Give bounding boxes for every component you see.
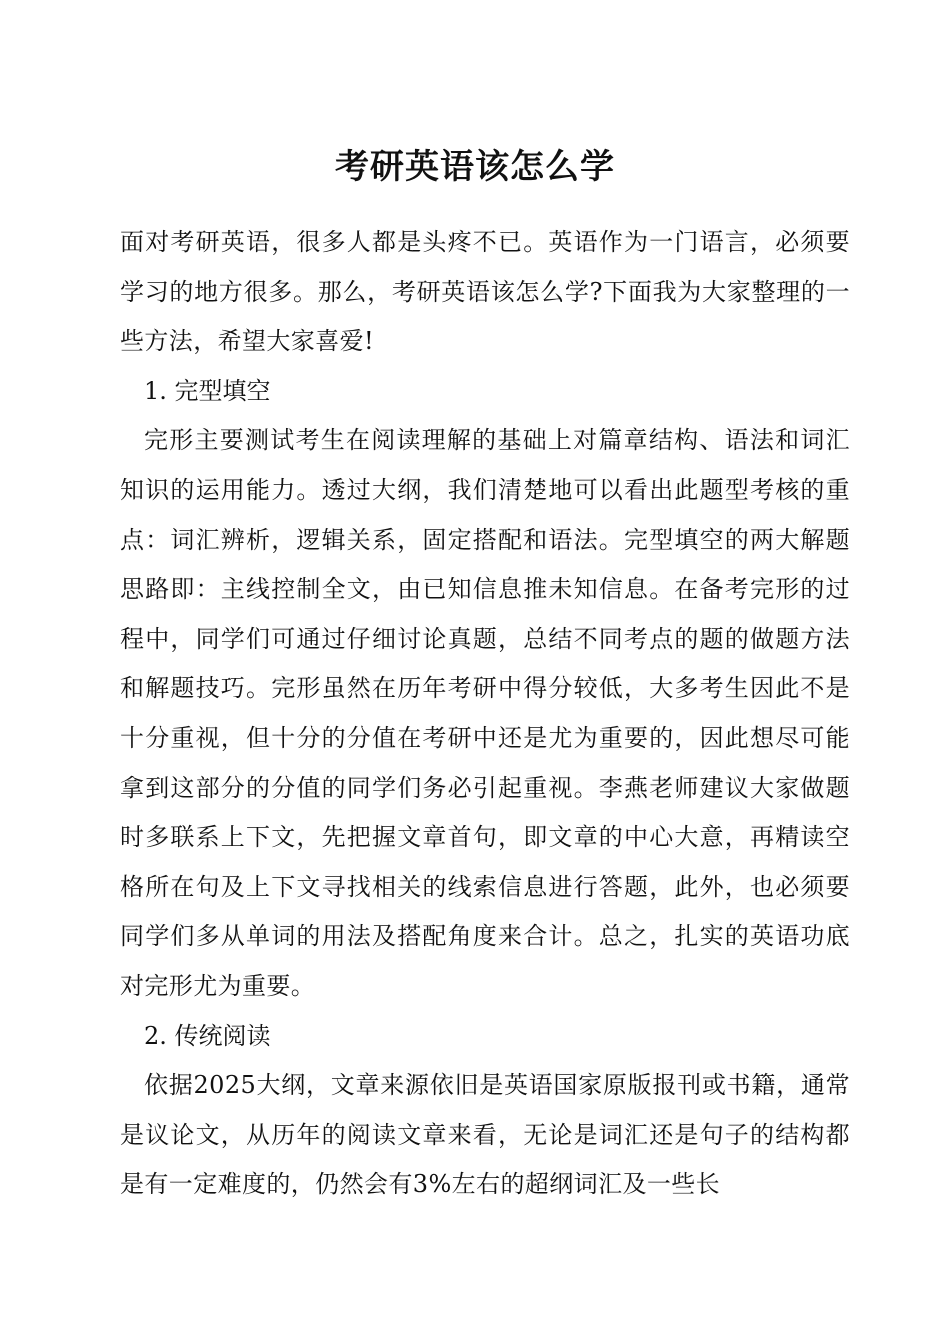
intro-paragraph: 面对考研英语，很多人都是头疼不已。英语作为一门语言，必须要学习的地方很多。那么，考研英语该怎么学?下面我为大家整理的一些方法，希望大家喜爱! [120,228,850,356]
document-title: 考研英语该怎么学 [335,147,615,187]
document-body [120,218,850,1210]
section-body-cloze: 完形主要测试考生在阅读理解的基础上对篇章结构、语法和词汇知识的运用能力。透过大纲，我们清楚地可以看出此题型考核的重点：词汇辨析，逻辑关系，固定搭配和语法。完型填空的两大解题思路即：主线控制全文，由已知信息推未知信息。在备考完形的过程中，同学们可通过仔细讨论真题，总结不同考点的题的做题方法和解题技巧。完形虽然在历年考研中得分较低，大多考生因此不是十分重视，但十分的分值在考研中还是尤为重要的，因此想尽可能拿到这部分的分值的同学们务必引起重视。李燕老师建议大家做题时多联系上下文，先把握文章首句，即文章的中心大意，再精读空格所在句及上下文寻找相关的线索信息进行答题，此外，也必须要同学们多从单词的用法及搭配角度来合计。总之，扎实的英语功底对完形尤为重要。 [120,426,850,1000]
section-body-reading: 依据2025大纲，文章来源依旧是英语国家原版报刊或书籍，通常是议论文，从历年的阅读文章来看，无论是词汇还是句子的结构都是有一定难度的，仍然会有3%左右的超纲词汇及一些长 [120,1071,850,1199]
section-heading-reading: 2. 传统阅读 [144,1021,271,1050]
section-heading-cloze: 1. 完型填空 [144,376,271,405]
